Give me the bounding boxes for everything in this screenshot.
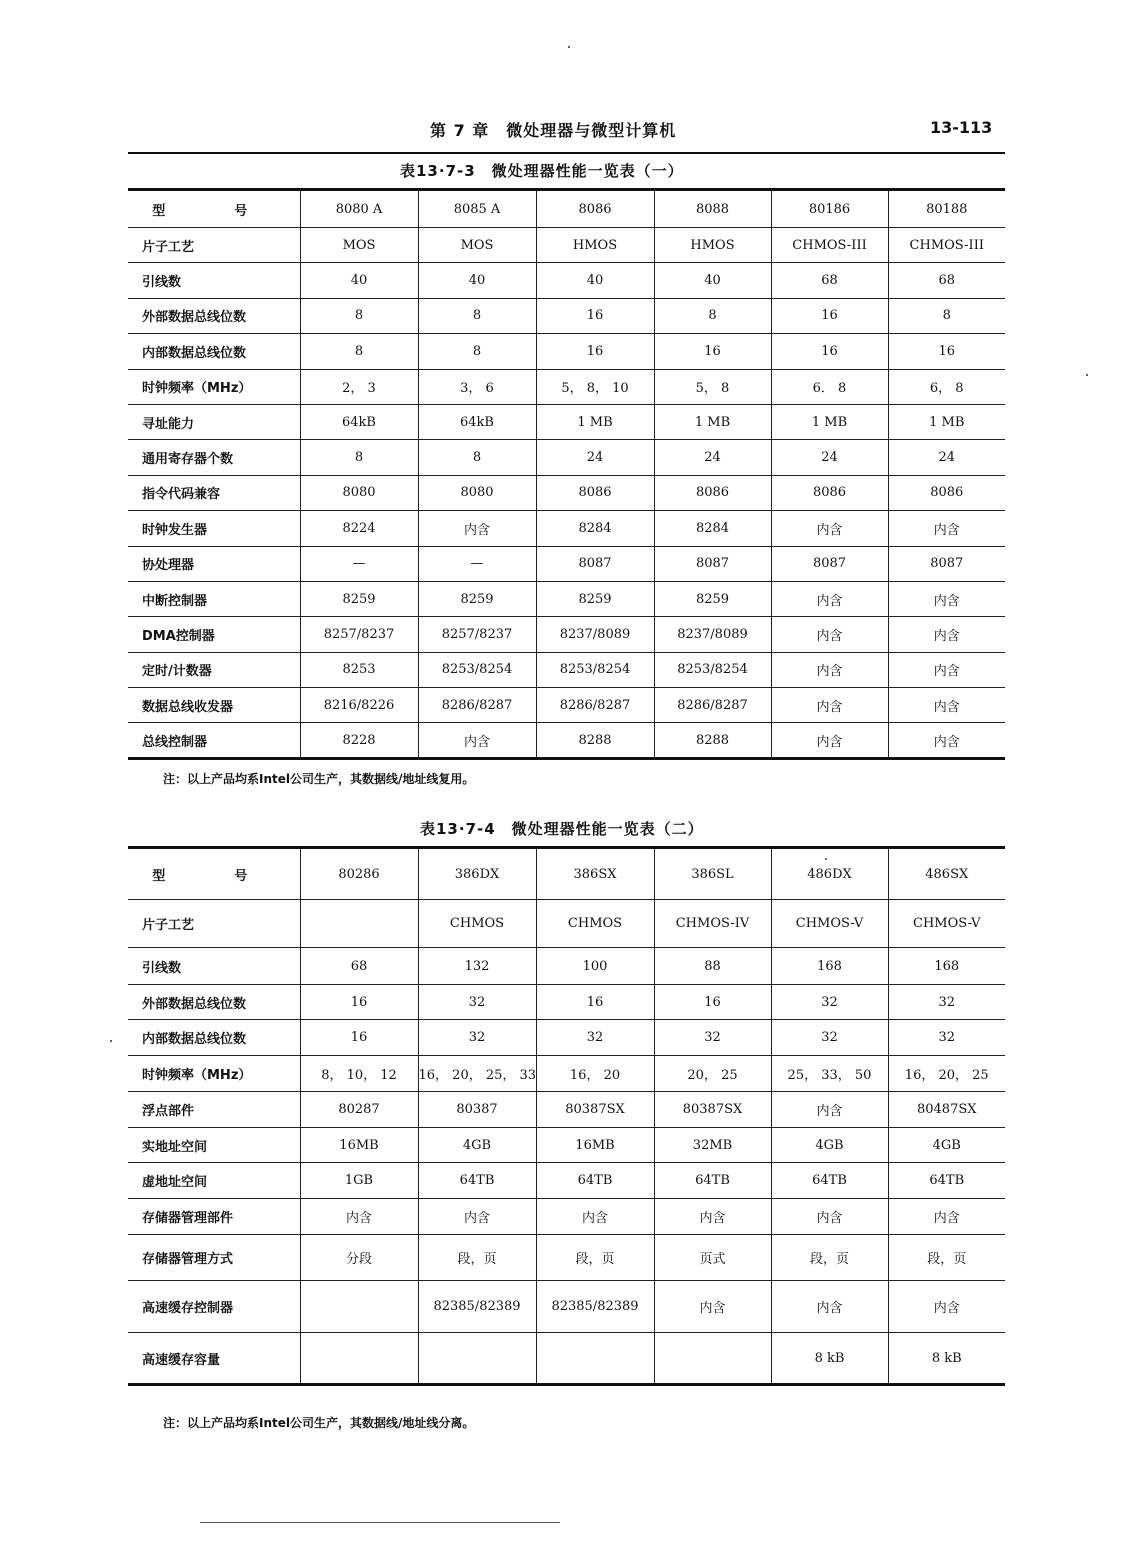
table-cell: 32MB: [654, 1128, 771, 1163]
table-cell: 16: [888, 334, 1005, 369]
table-cell: HMOS: [536, 228, 654, 263]
table-cell: 内含: [418, 511, 536, 546]
table-cell: 32: [888, 985, 1005, 1020]
table-cell: 16: [536, 298, 654, 333]
header-cell: 386SL: [654, 848, 771, 900]
table-cell: 64TB: [888, 1163, 1005, 1199]
header-cell: 8085 A: [418, 190, 536, 228]
table-cell: 内含: [771, 1281, 888, 1333]
table-row: [128, 334, 1005, 369]
table-cell: 16: [771, 334, 888, 369]
table-cell: 32: [418, 1020, 536, 1056]
table-cell: 8284: [654, 511, 771, 546]
row-label: 虚地址空间: [128, 1163, 300, 1199]
table-cell: 100: [536, 948, 654, 985]
table-cell: 段，页: [771, 1235, 888, 1281]
table-cell: 40: [300, 263, 418, 298]
table-row: [128, 263, 1005, 298]
table-cell: 内含: [771, 723, 888, 758]
table-cell: —: [300, 546, 418, 581]
table-cell: 内含: [771, 1092, 888, 1128]
table-cell: 8284: [536, 511, 654, 546]
table-cell: 8087: [536, 546, 654, 581]
table-cell: 页式: [654, 1235, 771, 1281]
table-cell: 1GB: [300, 1163, 418, 1199]
table-cell: MOS: [300, 228, 418, 263]
table-cell: 内含: [771, 581, 888, 616]
table-cell: 16: [300, 1020, 418, 1056]
table-cell: 16: [771, 298, 888, 333]
table-cell: 8 kB: [888, 1333, 1005, 1385]
table-cell: 80387: [418, 1092, 536, 1128]
table-cell: 8253: [300, 652, 418, 687]
row-label: 内部数据总线位数: [128, 1020, 300, 1056]
table-row: [128, 1163, 1005, 1199]
header-cell: 8086: [536, 190, 654, 228]
table-cell: 8224: [300, 511, 418, 546]
table-row: [128, 1128, 1005, 1163]
table-cell: 8228: [300, 723, 418, 758]
table-cell: 内含: [771, 1199, 888, 1235]
table-cell: 内含: [771, 617, 888, 652]
table-cell: 8 kB: [771, 1333, 888, 1385]
table-cell: 8257/8237: [418, 617, 536, 652]
table-cell: CHMOS-IV: [654, 900, 771, 948]
row-label: 引线数: [128, 948, 300, 985]
table-cell: 8259: [300, 581, 418, 616]
table-cell: 32: [771, 985, 888, 1020]
header-row: [128, 848, 1005, 900]
table-cell: 8: [888, 298, 1005, 333]
table-cell: 8286/8287: [418, 688, 536, 723]
row-label: 时钟频率（MHz）: [128, 1056, 300, 1092]
row-label: 总线控制器: [142, 734, 208, 750]
row-label: 浮点部件: [128, 1092, 300, 1128]
table2-caption: 表13·7-4 微处理器性能一览表（二）: [420, 820, 704, 838]
table-cell: 16MB: [300, 1128, 418, 1163]
table-cell: 4GB: [418, 1128, 536, 1163]
table-cell: 8: [418, 334, 536, 369]
table-cell: [300, 1281, 418, 1333]
table-cell: 64kB: [418, 404, 536, 439]
table-cell: 内含: [536, 1199, 654, 1235]
table-cell: [536, 1333, 654, 1385]
table2-spec-table: [128, 846, 1005, 1386]
table-cell: 68: [888, 263, 1005, 298]
row-label: 时钟频率（MHz）: [128, 369, 300, 404]
table-cell: 16: [536, 985, 654, 1020]
table-cell: 64TB: [771, 1163, 888, 1199]
table-cell: 8: [300, 334, 418, 369]
table-cell: 5， 8， 10: [536, 369, 654, 404]
table-cell: [418, 1333, 536, 1385]
table-cell: 内含: [771, 511, 888, 546]
table-cell: 内含: [888, 723, 1005, 758]
table-cell: 段，页: [418, 1235, 536, 1281]
row-label: 外部数据总线位数: [128, 298, 300, 333]
table-cell: 8237/8089: [536, 617, 654, 652]
table-cell: HMOS: [654, 228, 771, 263]
row-label: 数据总线收发器: [128, 688, 300, 723]
table-row: [128, 475, 1005, 510]
table-row: [128, 369, 1005, 404]
row-label: 指令代码兼容: [128, 475, 300, 510]
scan-speck: [1086, 374, 1088, 376]
table-cell: 64TB: [536, 1163, 654, 1199]
table-cell: 6． 8: [771, 369, 888, 404]
table-cell: 1 MB: [654, 404, 771, 439]
table-cell: 8086: [888, 475, 1005, 510]
table-row: [128, 228, 1005, 263]
page-number: 13-113: [930, 118, 993, 137]
table-cell: 64TB: [418, 1163, 536, 1199]
table-row: [128, 617, 1005, 652]
table-cell: CHMOS: [536, 900, 654, 948]
row-label: 存储器管理部件: [128, 1199, 300, 1235]
table-cell: 3， 6: [418, 369, 536, 404]
table-row: [128, 581, 1005, 616]
table-cell: 8: [300, 440, 418, 475]
table-cell: 8288: [536, 723, 654, 758]
header-cell: 486DX: [771, 848, 888, 900]
table-cell: 16， 20: [536, 1056, 654, 1092]
row-label: 外部数据总线位数: [128, 985, 300, 1020]
table-cell: CHMOS-III: [771, 228, 888, 263]
table-cell: 8286/8287: [654, 688, 771, 723]
table-cell: 段，页: [536, 1235, 654, 1281]
table-cell: 16: [654, 334, 771, 369]
table-row: [128, 1056, 1005, 1092]
row-label: 中断控制器: [128, 581, 300, 616]
table-cell: 8: [654, 298, 771, 333]
header-cell: 386DX: [418, 848, 536, 900]
table-row: [128, 1092, 1005, 1128]
table-cell: 40: [536, 263, 654, 298]
table-cell: 16， 20， 25， 33: [418, 1056, 536, 1092]
table-cell: 80387SX: [654, 1092, 771, 1128]
table-row: [128, 1235, 1005, 1281]
table-cell: 80487SX: [888, 1092, 1005, 1128]
table-cell: 8080: [300, 475, 418, 510]
table-cell: 内含: [888, 617, 1005, 652]
table-row: [128, 298, 1005, 333]
table-cell: 8259: [418, 581, 536, 616]
table-cell: 132: [418, 948, 536, 985]
table-cell: 32: [654, 1020, 771, 1056]
scan-artifact-line: [200, 1522, 560, 1523]
table-cell: 8: [300, 298, 418, 333]
table-row: [128, 652, 1005, 687]
table-cell: [300, 900, 418, 948]
table-cell: 8: [418, 298, 536, 333]
table-cell: 8086: [654, 475, 771, 510]
table-cell: 8257/8237: [300, 617, 418, 652]
table-cell: 68: [300, 948, 418, 985]
table-cell: 2， 3: [300, 369, 418, 404]
header-cell-model: 型 号: [128, 190, 300, 228]
table-cell: 4GB: [888, 1128, 1005, 1163]
table-cell: 8253/8254: [418, 652, 536, 687]
table-cell: 24: [888, 440, 1005, 475]
table-cell: 24: [654, 440, 771, 475]
table-cell: 82385/82389: [418, 1281, 536, 1333]
table-cell: CHMOS: [418, 900, 536, 948]
table-cell: 8286/8287: [536, 688, 654, 723]
table-cell: 32: [771, 1020, 888, 1056]
table-cell: 20， 25: [654, 1056, 771, 1092]
table-cell: 16， 20， 25: [888, 1056, 1005, 1092]
table-cell: 内含: [300, 1199, 418, 1235]
table-cell: 168: [771, 948, 888, 985]
table-cell: 内含: [418, 1199, 536, 1235]
table-cell: 8086: [771, 475, 888, 510]
table-cell: 32: [888, 1020, 1005, 1056]
row-label: 实地址空间: [128, 1128, 300, 1163]
table-cell: 8086: [536, 475, 654, 510]
table-cell: [654, 1333, 771, 1385]
table-cell: MOS: [418, 228, 536, 263]
table-cell: 8， 10， 12: [300, 1056, 418, 1092]
table-row: [128, 985, 1005, 1020]
table-row: [128, 723, 1005, 758]
table-row: [128, 948, 1005, 985]
header-row: [128, 190, 1005, 228]
table-cell: 1 MB: [536, 404, 654, 439]
row-label: 高速缓存容量: [142, 1352, 221, 1368]
table-cell: 64TB: [654, 1163, 771, 1199]
table-cell: 内含: [888, 1199, 1005, 1235]
header-cell: 80186: [771, 190, 888, 228]
row-label: 时钟发生器: [128, 511, 300, 546]
table-cell: 8087: [654, 546, 771, 581]
header-cell: 8088: [654, 190, 771, 228]
table-cell: CHMOS-V: [771, 900, 888, 948]
table-cell: 16: [300, 985, 418, 1020]
table-cell: 分段: [300, 1235, 418, 1281]
table-row: [128, 440, 1005, 475]
table-cell: 16: [536, 334, 654, 369]
table-cell: 80387SX: [536, 1092, 654, 1128]
table-cell: —: [418, 546, 536, 581]
chapter-title: 第 7 章 微处理器与微型计算机: [430, 121, 677, 140]
table-cell: [300, 1333, 418, 1385]
table-cell: 8253/8254: [536, 652, 654, 687]
header-cell: 80188: [888, 190, 1005, 228]
table-cell: 25， 33， 50: [771, 1056, 888, 1092]
table-cell: 32: [536, 1020, 654, 1056]
table-cell: 24: [771, 440, 888, 475]
table-cell: 8087: [771, 546, 888, 581]
table-cell: 4GB: [771, 1128, 888, 1163]
scan-speck: [825, 858, 827, 860]
table-cell: 1 MB: [888, 404, 1005, 439]
table-cell: 8216/8226: [300, 688, 418, 723]
table-cell: 8288: [654, 723, 771, 758]
table-cell: 6， 8: [888, 369, 1005, 404]
table-cell: 88: [654, 948, 771, 985]
table-cell: 5， 8: [654, 369, 771, 404]
table-cell: 内含: [654, 1199, 771, 1235]
table-cell: 64kB: [300, 404, 418, 439]
row-label: 通用寄存器个数: [128, 440, 300, 475]
table-cell: 8080: [418, 475, 536, 510]
table-cell: 8259: [654, 581, 771, 616]
table1-caption: 表13·7-3 微处理器性能一览表（一）: [400, 162, 684, 180]
table-row: [128, 1199, 1005, 1235]
table-cell: 16MB: [536, 1128, 654, 1163]
row-label: 存储器管理方式: [128, 1235, 300, 1281]
row-label: 定时/计数器: [128, 652, 300, 687]
table-cell: 40: [418, 263, 536, 298]
row-label: 内部数据总线位数: [128, 334, 300, 369]
table-cell: 8087: [888, 546, 1005, 581]
row-label: 片子工艺: [128, 900, 300, 948]
header-cell: 386SX: [536, 848, 654, 900]
table-cell: 68: [771, 263, 888, 298]
table-cell: 内含: [888, 1281, 1005, 1333]
table-cell: 40: [654, 263, 771, 298]
table-cell: 内含: [771, 652, 888, 687]
table-cell: 内含: [654, 1281, 771, 1333]
table-cell: 80287: [300, 1092, 418, 1128]
table1-spec-table: [128, 188, 1005, 760]
table-cell: 24: [536, 440, 654, 475]
table-cell: CHMOS-III: [888, 228, 1005, 263]
table-cell: 内含: [888, 688, 1005, 723]
table-cell: 内含: [888, 511, 1005, 546]
table-row: [128, 1020, 1005, 1056]
table-cell: CHMOS-V: [888, 900, 1005, 948]
row-label: 寻址能力: [128, 404, 300, 439]
table-row: [128, 511, 1005, 546]
table-cell: 8237/8089: [654, 617, 771, 652]
table-cell: 8259: [536, 581, 654, 616]
table-cell: 8253/8254: [654, 652, 771, 687]
row-label: 高速缓存控制器: [128, 1281, 300, 1333]
scan-speck: [110, 1040, 112, 1042]
table-row: [128, 546, 1005, 581]
table-row: [128, 404, 1005, 439]
table-cell: 168: [888, 948, 1005, 985]
header-cell: 8080 A: [300, 190, 418, 228]
table-cell: 16: [654, 985, 771, 1020]
table-cell: 1 MB: [771, 404, 888, 439]
row-label: 片子工艺: [128, 228, 300, 263]
table-cell: 内含: [888, 581, 1005, 616]
header-cell: 80286: [300, 848, 418, 900]
table-row: [128, 900, 1005, 948]
header-cell-model: 型 号: [128, 848, 300, 900]
table-row: [128, 1333, 1005, 1385]
table-cell: 段，页: [888, 1235, 1005, 1281]
table-cell: 82385/82389: [536, 1281, 654, 1333]
table-cell: 内含: [888, 652, 1005, 687]
table1-note: 注：以上产品均系Intel公司生产，其数据线/地址线复用。: [163, 772, 475, 786]
table-cell: 内含: [418, 723, 536, 758]
table-cell: 8: [418, 440, 536, 475]
row-label: 引线数: [128, 263, 300, 298]
table-row: [128, 1281, 1005, 1333]
header-cell: 486SX: [888, 848, 1005, 900]
table-cell: 内含: [771, 688, 888, 723]
table-row: [128, 688, 1005, 723]
row-label: DMA控制器: [128, 617, 300, 652]
table-cell: 32: [418, 985, 536, 1020]
scan-speck: [568, 46, 570, 48]
row-label: 协处理器: [128, 546, 300, 581]
table2-note: 注：以上产品均系Intel公司生产，其数据线/地址线分离。: [163, 1416, 475, 1430]
